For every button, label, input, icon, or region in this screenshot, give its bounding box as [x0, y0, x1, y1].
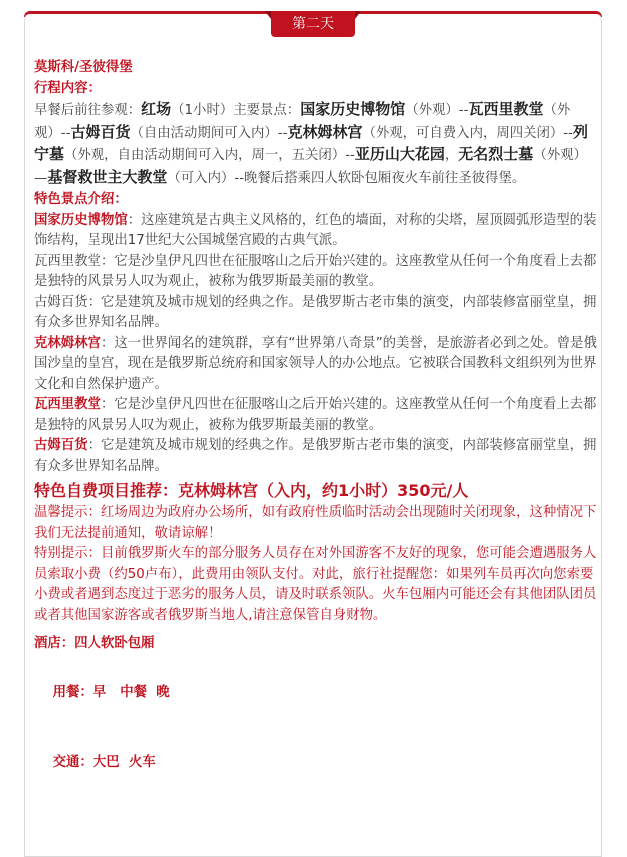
feature-name: 国家历史博物馆 [34, 212, 128, 228]
optional-tour: 特色自费项目推荐：克林姆林宫（入内，约1小时）350元/人 [34, 481, 469, 500]
feature-item [34, 211, 598, 252]
itinerary-segment: （外观）-- [405, 103, 469, 118]
itinerary-place: 国家历史博物馆 [300, 100, 406, 118]
day-tab: 第二天 [271, 11, 355, 37]
itinerary-segment: （自由活动期间可入内）-- [130, 125, 288, 141]
day-content [34, 58, 598, 794]
feature-desc: ：它是建筑及城市规划的经典之作。是俄罗斯古老市集的演变，内部装修富丽堂皇，拥有众多世界知名品牌。 [34, 294, 597, 330]
hotel-label: 酒店： [34, 636, 75, 651]
feature-item [34, 293, 598, 334]
feature-desc: ：它是建筑及城市规划的经典之作。是俄罗斯古老市集的演变，内部装修富丽堂皇，拥有众多世界知名品牌。 [34, 438, 597, 474]
meals-row [34, 663, 598, 725]
feature-item [34, 334, 598, 396]
feature-item [34, 395, 598, 436]
tip-note: 特别提示：目前俄罗斯火车的部分服务人员存在对外国游客不友好的现象，您可能会遭遇服务人员索取小费（约50卢布），此费用由领队支付。对此，旅行社提醒您：如果列车员再次向您索要小费或者遇到态度过于恶劣的服务人员，请及时联系领队。火车包厢内可能还会有其他团队团员或者其他国家游客或者俄罗斯当地人,请注意保管自身财物。 [34, 546, 597, 623]
hotel-value: 四人软卧包厢 [74, 636, 155, 651]
feature-item [34, 436, 598, 477]
city-title: 莫斯科/圣彼得堡 [34, 60, 133, 75]
itinerary-segment: 早餐后前往参观： [34, 103, 142, 118]
feature-desc: ：它是沙皇伊凡四世在征服喀山之后开始兴建的。这座教堂从任何一个角度看上去都是独特的风景另人叹为观止，被称为俄罗斯最美丽的教堂。 [34, 253, 597, 289]
transport-value: 大巴 火车 [92, 754, 156, 770]
itinerary-place: 亚历山大花园 [354, 145, 445, 163]
feature-desc: ：这座建筑是古典主义风格的，红色的墙面，对称的尖塔，屋顶圆弧形造型的装饰结构，呈现出17世纪大公国城堡宫殿的古典气派。 [34, 212, 597, 248]
itinerary-segment: （外观）-- [34, 103, 571, 141]
feature-name: 瓦西里教堂 [34, 397, 101, 412]
itinerary-place: 列宁墓 [34, 122, 588, 163]
itinerary-place: 红场 [141, 100, 172, 118]
itinerary-segment: ， [444, 148, 459, 163]
itinerary-place: 古姆百货 [70, 122, 131, 141]
feature-name: 瓦西里教堂 [34, 253, 101, 269]
transport-row [34, 732, 598, 794]
feature-desc: ：它是沙皇伊凡四世在征服喀山之后开始兴建的。这座教堂从任何一个角度看上去都是独特的风景另人叹为观止，被称为俄罗斯最美丽的教堂。 [34, 397, 597, 433]
itinerary-place: 无名烈士墓 [458, 145, 534, 163]
features-heading: 特色景点介绍： [34, 192, 128, 207]
itinerary-place: 基督救世主大教堂 [47, 167, 168, 186]
meals-value: 早 中餐 晚 [92, 685, 170, 700]
meals-label: 用餐： [52, 685, 93, 700]
features-list [34, 211, 598, 478]
feature-name: 古姆百货 [34, 294, 88, 310]
itinerary-place: 瓦西里教堂 [468, 100, 544, 118]
feature-name: 古姆百货 [34, 438, 88, 453]
itinerary-segment: （外观）— [34, 148, 587, 186]
feature-item [34, 252, 598, 293]
feature-name: 克林姆林宫 [34, 335, 101, 351]
itinerary-text [34, 99, 598, 189]
transport-label: 交通： [52, 754, 93, 770]
notes-list [34, 503, 598, 626]
itinerary-heading: 行程内容： [34, 80, 101, 96]
itinerary-segment: （外观，自由活动期间可入内，周一，五关闭）-- [64, 148, 355, 163]
itinerary-segment: （外观，可自费入内，周四关闭）-- [362, 125, 573, 141]
itinerary-segment: （可入内）--晚餐后搭乘四人软卧包厢夜火车前往圣彼得堡。 [167, 170, 526, 186]
feature-desc: ：这一世界闻名的建筑群，享有“世界第八奇景”的美誉，是旅游者必到之处。曾是俄国沙皇的皇宫，现在是俄罗斯总统府和国家领导人的办公地点。它被联合国教科文组织列为世界文化和自然保护遗产。 [34, 335, 597, 392]
itinerary-place: 克林姆林宫 [287, 122, 363, 141]
hotel-row [34, 634, 598, 655]
itinerary-segment: （1小时）主要景点： [171, 103, 301, 118]
tip-note: 温馨提示：红场周边为政府办公场所，如有政府性质临时活动会出现随时关闭现象，这种情况下我们无法提前通知，敬请谅解！ [34, 505, 597, 541]
